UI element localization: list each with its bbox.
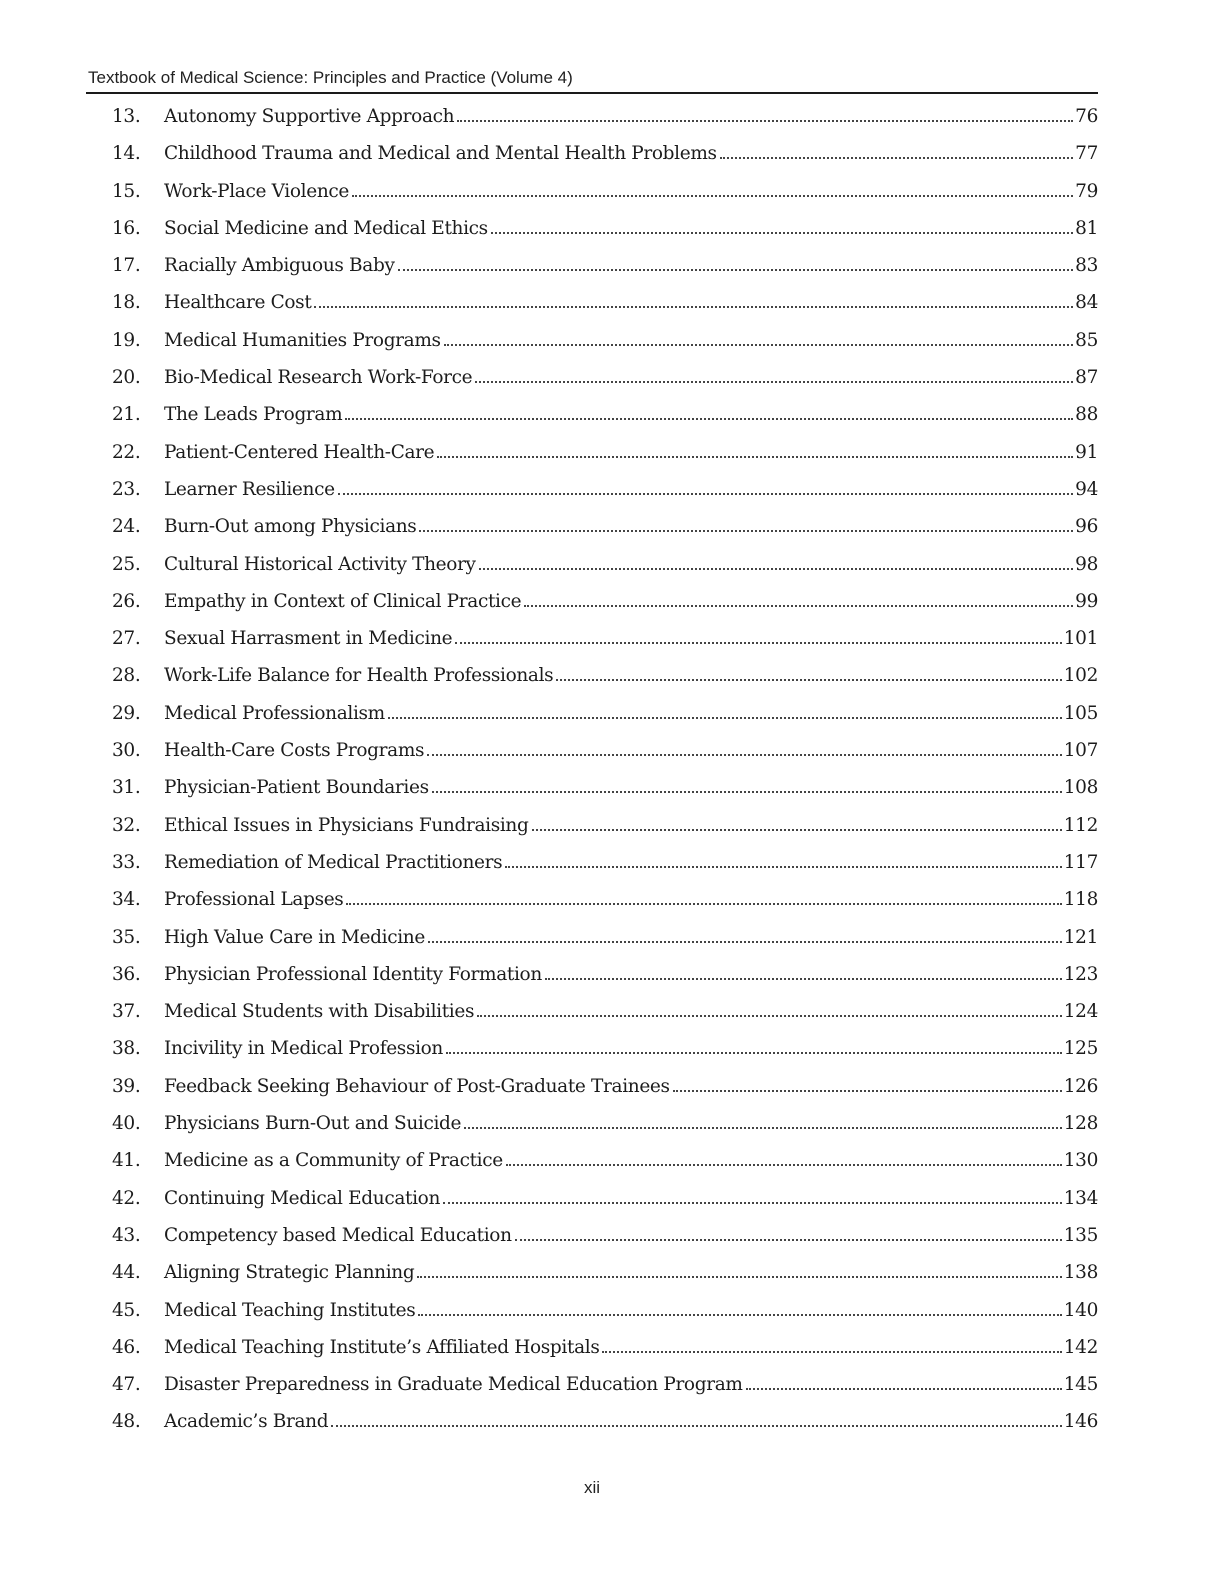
entry-title: Burn-Out among Physicians — [164, 516, 417, 538]
entry-page-number: 130 — [1063, 1150, 1098, 1172]
entry-title: Healthcare Cost — [164, 292, 312, 314]
entry-number: 16. — [112, 217, 141, 239]
entry-title: Autonomy Supportive Approach — [164, 106, 455, 127]
entry-page-number: 91 — [1075, 441, 1098, 463]
dot-leader — [515, 1239, 1062, 1241]
dot-leader — [479, 568, 1073, 570]
entry-number: 46. — [112, 1336, 141, 1358]
entry-number: 36. — [112, 963, 141, 985]
dot-leader — [505, 866, 1061, 868]
toc-entry[interactable] — [112, 1150, 1098, 1187]
entry-number: 37. — [112, 1001, 141, 1023]
entry-page-number: 134 — [1063, 1187, 1098, 1209]
toc-entry[interactable] — [112, 927, 1098, 964]
entry-number: 22. — [112, 441, 141, 463]
entry-number: 39. — [112, 1075, 141, 1097]
dot-leader — [532, 829, 1062, 831]
entry-title: Competency based Medical Education — [164, 1224, 512, 1246]
entry-page-number: 142 — [1063, 1336, 1098, 1358]
dot-leader — [720, 157, 1073, 159]
dot-leader — [398, 269, 1074, 271]
entry-number: 35. — [112, 926, 141, 948]
entry-title: Bio-Medical Research Work-Force — [164, 367, 473, 389]
entry-title: Incivility in Medical Profession — [164, 1038, 444, 1060]
entry-number: 25. — [112, 553, 141, 575]
toc-entry[interactable] — [112, 1411, 1098, 1448]
entry-number: 31. — [112, 777, 141, 799]
entry-page-number: 85 — [1075, 329, 1098, 351]
toc-entry[interactable] — [112, 1300, 1098, 1337]
entry-title: Professional Lapses — [164, 889, 344, 911]
toc-entry[interactable] — [112, 442, 1098, 479]
entry-page-number: 146 — [1063, 1411, 1098, 1433]
dot-leader — [338, 493, 1073, 495]
entry-number: 40. — [112, 1113, 141, 1135]
entry-title: Racially Ambiguous Baby — [164, 255, 395, 277]
entry-page-number: 138 — [1063, 1262, 1098, 1284]
entry-number: 14. — [112, 143, 141, 165]
dot-leader — [346, 903, 1061, 905]
entry-number: 43. — [112, 1224, 141, 1246]
dot-leader — [418, 1314, 1061, 1316]
toc-entry[interactable] — [112, 1262, 1098, 1299]
entry-page-number: 101 — [1063, 628, 1098, 650]
page-number: xii — [583, 1478, 601, 1497]
entry-number: 44. — [112, 1262, 141, 1284]
entry-title: Medical Humanities Programs — [164, 329, 441, 351]
dot-leader — [446, 1052, 1062, 1054]
dot-leader — [352, 195, 1073, 197]
dot-leader — [388, 717, 1062, 719]
dot-leader — [746, 1388, 1062, 1390]
entry-title: Medical Students with Disabilities — [164, 1001, 475, 1023]
toc-entry[interactable] — [112, 628, 1098, 665]
entry-title: Empathy in Context of Clinical Practice — [164, 590, 522, 612]
toc-entry[interactable] — [112, 367, 1098, 404]
toc-entry[interactable] — [112, 852, 1098, 889]
toc-entry[interactable] — [112, 330, 1098, 367]
toc-entry[interactable] — [112, 479, 1098, 516]
toc-entry[interactable] — [112, 218, 1098, 255]
toc-entry[interactable] — [112, 964, 1098, 1001]
book-title: Textbook of Medical Science: Principles and Practice (Volume 4) — [88, 68, 573, 87]
entry-title: Medical Professionalism — [164, 702, 385, 724]
toc-entry[interactable] — [112, 1038, 1098, 1075]
dot-leader — [419, 530, 1073, 532]
entry-title: Physicians Burn-Out and Suicide — [164, 1113, 462, 1135]
entry-number: 30. — [112, 740, 141, 762]
entry-title: Remediation of Medical Practitioners — [164, 851, 503, 873]
entry-title: Feedback Seeking Behaviour of Post-Graduate Trainees — [164, 1075, 670, 1097]
entry-page-number: 81 — [1075, 217, 1098, 239]
entry-number: 38. — [112, 1038, 141, 1060]
entry-page-number: 121 — [1063, 926, 1098, 948]
entry-page-number: 140 — [1063, 1299, 1098, 1321]
dot-leader — [477, 1015, 1062, 1017]
entry-title: Sexual Harrasment in Medicine — [164, 628, 453, 650]
toc-entry[interactable] — [112, 181, 1098, 218]
entry-page-number: 108 — [1063, 777, 1098, 799]
entry-title: Work-Place Violence — [164, 180, 349, 202]
entry-page-number: 145 — [1063, 1374, 1098, 1396]
dot-leader — [545, 978, 1062, 980]
entry-page-number: 76 — [1075, 106, 1098, 127]
entry-page-number: 102 — [1063, 665, 1098, 687]
entry-number: 48. — [112, 1411, 141, 1433]
entry-page-number: 94 — [1075, 478, 1098, 500]
dot-leader — [673, 1090, 1062, 1092]
entry-number: 47. — [112, 1374, 141, 1396]
entry-number: 19. — [112, 329, 141, 351]
entry-page-number: 99 — [1075, 590, 1098, 612]
entry-page-number: 96 — [1075, 516, 1098, 538]
toc-entry[interactable] — [112, 143, 1098, 180]
entry-title: Ethical Issues in Physicians Fundraising — [164, 814, 529, 836]
dot-leader — [475, 381, 1073, 383]
entry-page-number: 126 — [1063, 1075, 1098, 1097]
dot-leader — [345, 418, 1073, 420]
entry-number: 18. — [112, 292, 141, 314]
entry-title: Physician Professional Identity Formation — [164, 963, 542, 985]
entry-title: Continuing Medical Education — [164, 1187, 441, 1209]
toc-entry[interactable] — [112, 255, 1098, 292]
toc-entry[interactable] — [112, 1001, 1098, 1038]
entry-title: Academic’s Brand — [164, 1411, 329, 1433]
entry-page-number: 88 — [1075, 404, 1098, 426]
entry-number: 42. — [112, 1187, 141, 1209]
entry-title: Learner Resilience — [164, 478, 335, 500]
toc-entry[interactable] — [112, 1076, 1098, 1113]
toc-entry[interactable] — [112, 703, 1098, 740]
entry-title: Cultural Historical Activity Theory — [164, 553, 476, 575]
entry-number: 34. — [112, 889, 141, 911]
entry-number: 20. — [112, 367, 141, 389]
entry-page-number: 107 — [1063, 740, 1098, 762]
entry-title: Medicine as a Community of Practice — [164, 1150, 503, 1172]
entry-number: 33. — [112, 851, 141, 873]
dot-leader — [457, 120, 1073, 122]
entry-number: 41. — [112, 1150, 141, 1172]
entry-title: Health-Care Costs Programs — [164, 740, 425, 762]
toc-entry[interactable] — [112, 889, 1098, 926]
entry-page-number: 112 — [1063, 814, 1098, 836]
entry-number: 45. — [112, 1299, 141, 1321]
dot-leader — [432, 791, 1062, 793]
entry-page-number: 125 — [1063, 1038, 1098, 1060]
entry-title: Medical Teaching Institute’s Affiliated Hospitals — [164, 1336, 600, 1358]
entry-title: The Leads Program — [164, 404, 343, 426]
entry-page-number: 135 — [1063, 1224, 1098, 1246]
toc-entry[interactable] — [112, 1374, 1098, 1411]
entry-number: 27. — [112, 628, 141, 650]
dot-leader — [524, 605, 1073, 607]
toc-entry[interactable] — [112, 1225, 1098, 1262]
running-header — [86, 66, 1098, 94]
toc-entry[interactable] — [112, 106, 1098, 143]
entry-number: 32. — [112, 814, 141, 836]
dot-leader — [427, 754, 1062, 756]
entry-number: 29. — [112, 702, 141, 724]
table-of-contents — [112, 106, 1098, 1449]
dot-leader — [491, 232, 1073, 234]
entry-number: 15. — [112, 180, 141, 202]
dot-leader — [506, 1164, 1062, 1166]
entry-title: High Value Care in Medicine — [164, 926, 425, 948]
toc-entry[interactable] — [112, 777, 1098, 814]
entry-page-number: 128 — [1063, 1113, 1098, 1135]
toc-entry[interactable] — [112, 1188, 1098, 1225]
entry-page-number: 123 — [1063, 963, 1098, 985]
entry-page-number: 77 — [1075, 143, 1098, 165]
entry-title: Physician-Patient Boundaries — [164, 777, 429, 799]
entry-title: Social Medicine and Medical Ethics — [164, 217, 488, 239]
toc-entry[interactable] — [112, 292, 1098, 329]
entry-page-number: 117 — [1063, 851, 1098, 873]
toc-entry[interactable] — [112, 591, 1098, 628]
dot-leader — [417, 1276, 1061, 1278]
toc-entry[interactable] — [112, 815, 1098, 852]
entry-title: Work-Life Balance for Health Professionals — [164, 665, 554, 687]
entry-page-number: 84 — [1075, 292, 1098, 314]
dot-leader — [444, 344, 1073, 346]
entry-number: 24. — [112, 516, 141, 538]
dot-leader — [331, 1425, 1061, 1427]
dot-leader — [443, 1202, 1062, 1204]
entry-page-number: 87 — [1075, 367, 1098, 389]
entry-number: 28. — [112, 665, 141, 687]
toc-entry[interactable] — [112, 554, 1098, 591]
entry-number: 26. — [112, 590, 141, 612]
entry-title: Childhood Trauma and Medical and Mental Health Problems — [164, 143, 717, 165]
entry-title: Medical Teaching Institutes — [164, 1299, 416, 1321]
entry-number: 13. — [112, 106, 141, 127]
dot-leader — [464, 1127, 1062, 1129]
entry-title: Patient-Centered Health-Care — [164, 441, 435, 463]
entry-page-number: 118 — [1063, 889, 1098, 911]
dot-leader — [602, 1351, 1061, 1353]
dot-leader — [455, 642, 1061, 644]
toc-entry[interactable] — [112, 516, 1098, 553]
toc-entry[interactable] — [112, 740, 1098, 777]
dot-leader — [556, 679, 1061, 681]
toc-entry[interactable] — [112, 1337, 1098, 1374]
entry-page-number: 79 — [1075, 180, 1098, 202]
entry-page-number: 105 — [1063, 702, 1098, 724]
entry-number: 17. — [112, 255, 141, 277]
entry-number: 23. — [112, 478, 141, 500]
entry-page-number: 83 — [1075, 255, 1098, 277]
dot-leader — [314, 306, 1073, 308]
entry-title: Disaster Preparedness in Graduate Medical Education Program — [164, 1374, 743, 1396]
toc-entry[interactable] — [112, 665, 1098, 702]
dot-leader — [437, 456, 1073, 458]
entry-page-number: 98 — [1075, 553, 1098, 575]
entry-number: 21. — [112, 404, 141, 426]
toc-entry[interactable] — [112, 404, 1098, 441]
toc-entry[interactable] — [112, 1113, 1098, 1150]
entry-page-number: 124 — [1063, 1001, 1098, 1023]
dot-leader — [428, 941, 1062, 943]
entry-title: Aligning Strategic Planning — [164, 1262, 415, 1284]
